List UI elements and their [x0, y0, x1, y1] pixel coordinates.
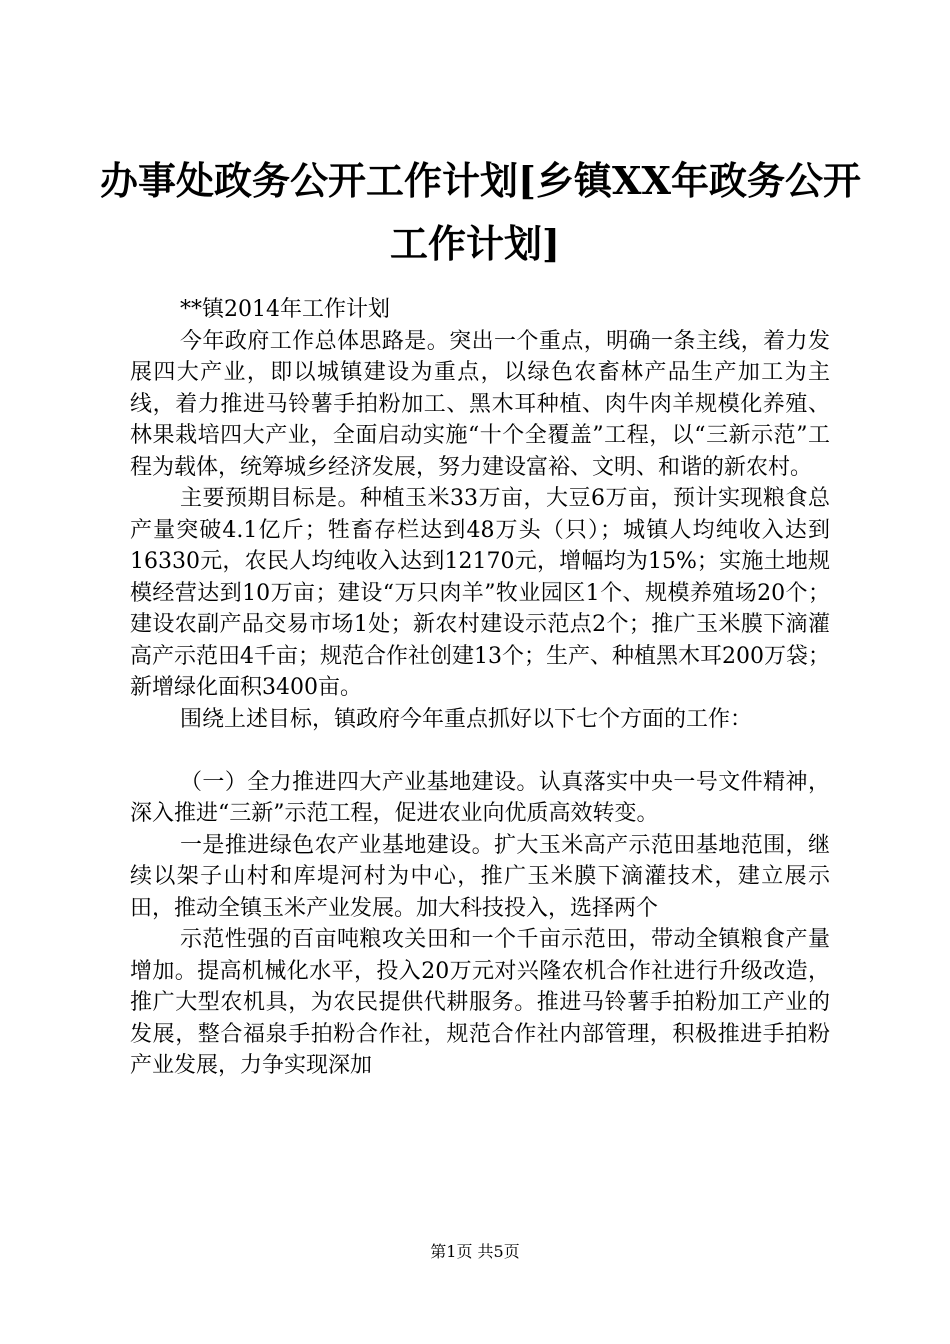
expected-targets-paragraph: 主要预期目标是。种植玉米33万亩，大豆6万亩，预计实现粮食总产量突破4.1亿斤；牲畜存栏达到48万头（只）；城镇人均纯收入达到16330元，农民人均纯收入达到12170元，增幅均为15%；实施土地规模经营达到10万亩；建设“万只肉羊”牧业园区1个、规模养殖场20个；建设农副产品交易市场1处；新农村建设示范点2个；推广玉米膜下滴灌高产示范田4千亩；规范合作社创建13个；生产、种植黑木耳200万袋；新增绿化面积3400亩。 — [130, 486, 830, 700]
green-agriculture-paragraph: 一是推进绿色农产业基地建设。扩大玉米高产示范田基地范围，继续以架子山村和库堤河村为中心，推广玉米膜下滴灌技术，建立展示田，推动全镇玉米产业发展。加大科技投入，选择两个 — [130, 832, 830, 921]
demonstration-field-paragraph: 示范性强的百亩吨粮攻关田和一个千亩示范田，带动全镇粮食产量增加。提高机械化水平，投入20万元对兴隆农机合作社进行升级改造，推广大型农机具，为农民提供代耕服务。推进马铃薯手拍粉加工产业的发展，整合福泉手拍粉合作社，规范合作社内部管理，积极推进手拍粉产业发展，力争实现深加 — [130, 927, 830, 1078]
section-one-paragraph: （一）全力推进四大产业基地建设。认真落实中央一号文件精神，深入推进“三新”示范工程，促进农业向优质高效转变。 — [130, 769, 830, 826]
document-title-line-1: 办事处政务公开工作计划[乡镇XX年政务公开 — [100, 158, 861, 203]
seven-tasks-intro-paragraph: 围绕上述目标，镇政府今年重点抓好以下七个方面的工作： — [180, 706, 753, 732]
page-number-footer: 第1页 共5页 — [430, 1242, 520, 1261]
document-title-line-2: 工作计划] — [390, 221, 560, 266]
overall-approach-paragraph: 今年政府工作总体思路是。突出一个重点，明确一条主线，着力发展四大产业，即以城镇建设为重点，以绿色农畜林产品生产加工为主线，着力推进马铃薯手拍粉加工、黑木耳种植、肉牛肉羊规模化养殖、林果栽培四大产业，全面启动实施“十个全覆盖”工程，以“三新示范”工程为载体，统筹城乡经济发展，努力建设富裕、文明、和谐的新农村。 — [130, 328, 830, 480]
paragraph-spacer — [130, 735, 830, 767]
plan-heading-paragraph: **镇2014年工作计划 — [180, 297, 390, 322]
document-body — [130, 294, 830, 1082]
